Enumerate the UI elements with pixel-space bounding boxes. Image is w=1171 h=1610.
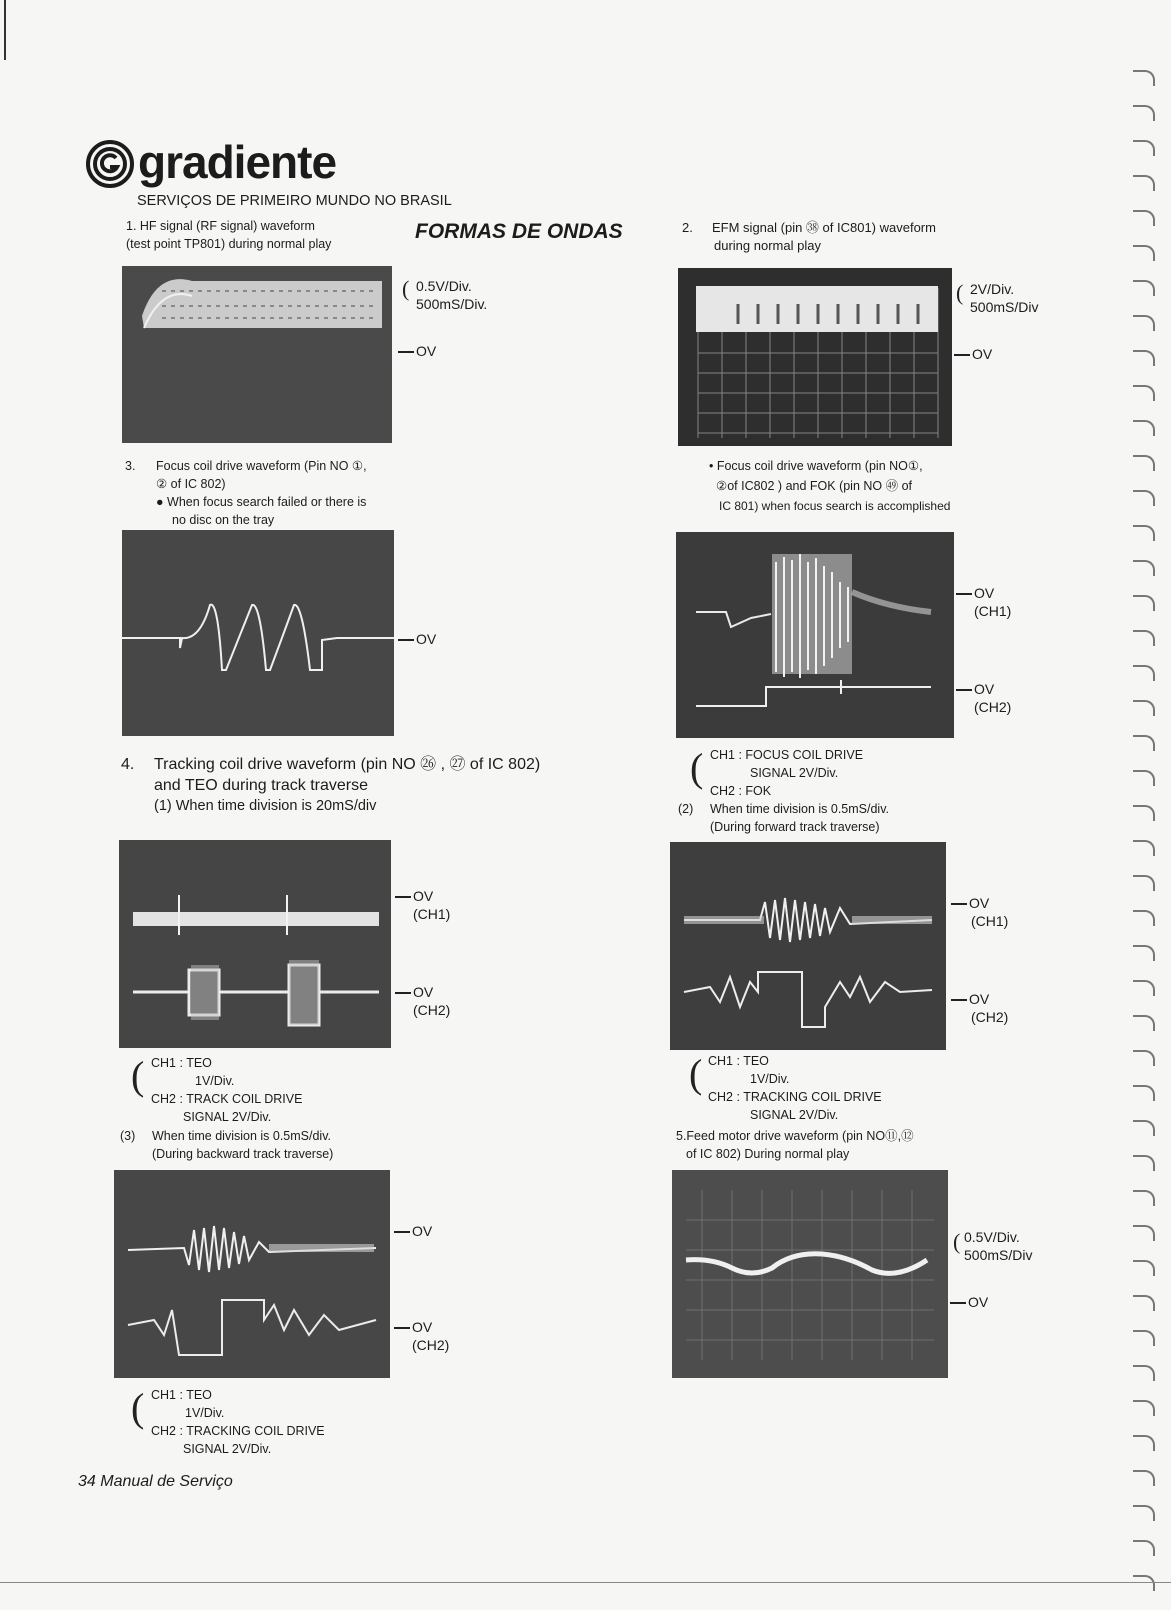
p5-caption-num: 4. [121, 756, 135, 773]
p3-caption-line2: ② of IC 802) [156, 477, 226, 491]
p1-scope-screen [122, 266, 392, 443]
p6-scope-screen [670, 842, 946, 1050]
p7-caption-line1: When time division is 0.5mS/div. [152, 1129, 331, 1143]
p4-caption [709, 456, 950, 516]
p3-caption [125, 457, 367, 529]
brand-tagline: SERVIÇOS DE PRIMEIRO MUNDO NO BRASIL [137, 193, 452, 209]
p4-caption-line2: ②of IC802 ) and FOK (pin NO ㊾ of [716, 479, 913, 493]
p5-ch1-label: (CH1) [413, 906, 451, 922]
spiral-binding [1133, 70, 1163, 1610]
p6-caption-line1: When time division is 0.5mS/div. [710, 802, 889, 816]
p8-scope-screen [672, 1170, 948, 1378]
p7-scope-screen [114, 1170, 390, 1378]
p5-caption-line1: Tracking coil drive waveform (pin NO ㉖ , ㉗ of IC 802) [154, 756, 541, 773]
p1-caption-line2: (test point TP801) during normal play [126, 237, 332, 251]
p7-waveform [114, 1170, 390, 1378]
p7-legend-line3: CH2 : TRACKING COIL DRIVE [151, 1424, 325, 1438]
p1-zero-label: OV [398, 342, 436, 360]
p7-legend-line4: SIGNAL 2V/Div. [183, 1442, 272, 1456]
p2-caption [682, 219, 936, 255]
p6-ch1-label: (CH1) [971, 913, 1009, 929]
p8-waveform [672, 1170, 948, 1378]
p6-zero2-label: OV [951, 990, 989, 1008]
p5-legend [151, 1054, 302, 1126]
p7-legend-line2: 1V/Div. [185, 1406, 225, 1420]
p5-legend-line3: CH2 : TRACK COIL DRIVE [151, 1092, 303, 1106]
p2-caption-line1: EFM signal (pin ㊳ of IC801) waveform [712, 220, 936, 235]
p7-caption-num: (3) [120, 1129, 136, 1143]
p7-legend-line1: CH1 : TEO [151, 1388, 212, 1402]
p6-legend-line4: SIGNAL 2V/Div. [750, 1108, 839, 1122]
p2-scale-volts: 2V/Div. [970, 281, 1015, 297]
p5-scope-screen [119, 840, 391, 1048]
p1-scale [416, 277, 487, 313]
p4-legend-line1: CH1 : FOCUS COIL DRIVE [710, 748, 864, 762]
p8-zero-label: OV [950, 1293, 988, 1311]
gradiente-logo-icon [86, 140, 134, 188]
p3-caption-line4: no disc on the tray [172, 513, 275, 527]
p5-caption-line3: (1) When time division is 20mS/div [154, 798, 377, 814]
p5-caption [121, 754, 540, 817]
p4-scope-screen [676, 532, 954, 738]
p2-caption-num: 2. [682, 220, 693, 235]
p7-zero1-label: OV [394, 1222, 432, 1240]
p2-scale [970, 280, 1038, 316]
p3-waveform [122, 530, 394, 736]
p6-legend-line1: CH1 : TEO [708, 1054, 769, 1068]
p5-legend-line2: 1V/Div. [195, 1074, 235, 1088]
p8-caption-line2: of IC 802) During normal play [686, 1147, 850, 1161]
p6-legend [708, 1052, 882, 1124]
p7-ch2-label: (CH2) [412, 1337, 450, 1353]
p3-caption-num: 3. [125, 459, 136, 473]
p6-legend-line2: 1V/Div. [750, 1072, 790, 1086]
p3-caption-line3: ● When focus search failed or there is [156, 495, 367, 509]
p4-legend-line3: CH2 : FOK [710, 784, 772, 798]
p5-waveform [119, 840, 391, 1048]
p4-zero1-label: OV [956, 584, 994, 602]
p2-scope-screen [678, 268, 952, 446]
p8-caption-line1: 5.Feed motor drive waveform (pin NO⑪,⑫ [676, 1129, 914, 1143]
p4-zero2-label: OV [956, 680, 994, 698]
p2-caption-line2: during normal play [714, 238, 821, 253]
p8-scale-time: 500mS/Div [964, 1247, 1033, 1263]
p8-caption [676, 1127, 914, 1163]
p6-ch2-label: (CH2) [971, 1009, 1009, 1025]
p6-caption-num: (2) [678, 802, 694, 816]
p7-caption [120, 1127, 333, 1163]
p4-caption-line3: IC 801) when focus search is accomplished [719, 499, 951, 513]
p5-legend-line4: SIGNAL 2V/Div. [183, 1110, 272, 1124]
p2-scale-time: 500mS/Div [970, 299, 1039, 315]
p1-scale-volts: 0.5V/Div. [416, 278, 472, 294]
bottom-rule [0, 1582, 1171, 1583]
p5-legend-line1: CH1 : TEO [151, 1056, 212, 1070]
p2-zero-label: OV [954, 345, 992, 363]
p3-zero-label: OV [398, 630, 436, 648]
p5-zero2-label: OV [395, 983, 433, 1001]
p3-scope-screen [122, 530, 394, 736]
p7-legend [151, 1386, 325, 1458]
p7-zero2-label: OV [394, 1318, 432, 1336]
p7-caption-line2: (During backward track traverse) [152, 1147, 334, 1161]
p5-zero1-label: OV [395, 887, 433, 905]
p1-waveform [122, 266, 392, 443]
p4-ch1-label: (CH1) [974, 603, 1012, 619]
brand-name: gradiente [138, 136, 337, 188]
p5-caption-line2: and TEO during track traverse [154, 777, 369, 794]
p6-zero1-label: OV [951, 894, 989, 912]
p8-scale-volts: 0.5V/Div. [964, 1229, 1020, 1245]
p1-scale-time: 500mS/Div. [416, 296, 488, 312]
p6-caption [678, 800, 889, 836]
p4-legend-line2: SIGNAL 2V/Div. [750, 766, 839, 780]
p4-caption-line1: • Focus coil drive waveform (pin NO①, [709, 459, 923, 473]
p2-waveform [678, 268, 952, 446]
margin-mark [4, 0, 6, 60]
p6-legend-line3: CH2 : TRACKING COIL DRIVE [708, 1090, 882, 1104]
section-title: FORMAS DE ONDAS [415, 220, 623, 243]
brand-logo [86, 140, 134, 188]
p1-caption-line1: 1. HF signal (RF signal) waveform [126, 219, 315, 233]
p4-waveform [676, 532, 954, 738]
p1-caption [126, 217, 331, 253]
p5-ch2-label: (CH2) [413, 1002, 451, 1018]
p4-ch2-label: (CH2) [974, 699, 1012, 715]
p6-caption-line2: (During forward track traverse) [710, 820, 880, 834]
p8-scale [964, 1228, 1032, 1264]
p3-caption-line1: Focus coil drive waveform (Pin NO ①, [156, 459, 367, 473]
p4-legend [710, 746, 863, 800]
p6-waveform [670, 842, 946, 1050]
page-footer-label: 34 Manual de Serviço [78, 1473, 233, 1490]
